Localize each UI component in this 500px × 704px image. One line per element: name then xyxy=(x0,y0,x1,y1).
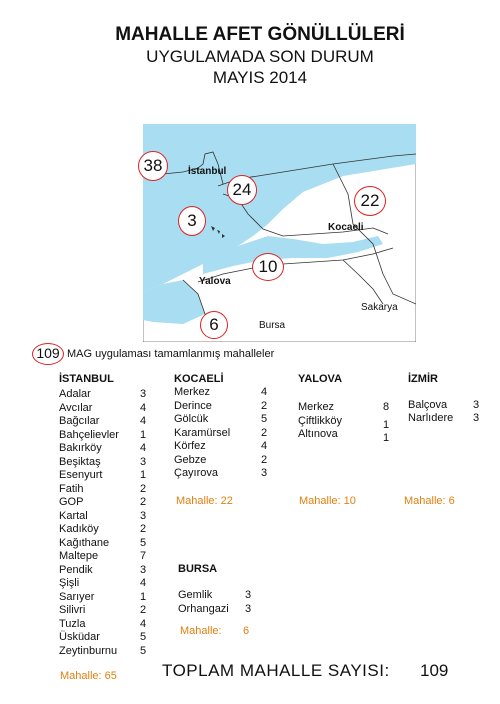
istanbul-district-name: Üsküdar xyxy=(59,631,100,643)
istanbul-district-count: 3 xyxy=(140,455,147,468)
istanbul-district-name: Bahçelievler xyxy=(59,428,119,441)
izmir-district-name: Balçova xyxy=(408,399,448,411)
istanbul-district-name: Bakırköy xyxy=(59,442,102,454)
yalova-district-name: Çiftlikköy xyxy=(298,414,343,427)
yalova-heading: YALOVA xyxy=(298,373,343,385)
istanbul-district-count: 3 xyxy=(140,509,147,522)
total-label: TOPLAM MAHALLE SAYISI: xyxy=(162,661,390,680)
istanbul-district-name: Maltepe xyxy=(59,550,99,562)
kocaeli-district-name: Derince xyxy=(174,399,212,412)
map-label-kocaeli: Kocaeli xyxy=(328,222,364,233)
istanbul-district-count: 5 xyxy=(140,644,147,657)
kocaeli-district-name: Merkez xyxy=(174,386,211,398)
istanbul-district-count: 2 xyxy=(140,482,147,495)
kocaeli-district-count: 2 xyxy=(261,426,268,439)
istanbul-district-name: GOP xyxy=(59,496,84,508)
istanbul-district-count: 3 xyxy=(140,388,147,400)
istanbul-district-name: Fatih xyxy=(59,482,84,495)
map-label-istanbul: İstanbul xyxy=(188,166,227,177)
istanbul-district-name: Zeytinburnu xyxy=(59,644,118,657)
map-label-bursa: Bursa xyxy=(259,320,286,331)
istanbul-district-count: 2 xyxy=(140,496,147,508)
bursa-subtotal-value: 6 xyxy=(243,625,250,637)
yalova-district-count: 1 xyxy=(383,432,390,444)
istanbul-district-count: 4 xyxy=(140,415,147,427)
map-label-sakarya: Sakarya xyxy=(361,302,398,313)
istanbul-district-name: Sarıyer xyxy=(59,590,95,603)
yalova-district-count: 8 xyxy=(383,401,390,413)
report-date: MAYIS 2014 xyxy=(212,68,308,87)
badge-count-yalova: 10 xyxy=(252,253,284,281)
istanbul-heading: İSTANBUL xyxy=(59,373,114,385)
total-value: 109 xyxy=(420,661,449,680)
kocaeli-district-name: Çayırova xyxy=(174,467,219,479)
istanbul-district-count: 7 xyxy=(140,550,147,562)
istanbul-district-name: Kağıthane xyxy=(59,536,110,549)
istanbul-district-count: 3 xyxy=(140,563,147,576)
yalova-district-count: 1 xyxy=(383,418,390,431)
istanbul-district-name: Şişli xyxy=(59,577,80,589)
izmir-district-name: Narlıdere xyxy=(408,411,454,424)
istanbul-district-count: 4 xyxy=(140,401,147,414)
kocaeli-district-name: Körfez xyxy=(174,440,206,452)
istanbul-district-count: 1 xyxy=(140,428,147,441)
istanbul-district-name: Kartal xyxy=(59,509,88,522)
kocaeli-district-count: 2 xyxy=(261,399,268,412)
page-subtitle: UYGULAMADA SON DURUM xyxy=(146,47,374,66)
istanbul-district-count: 2 xyxy=(140,523,147,535)
kocaeli-district-name: Gebze xyxy=(174,453,207,466)
istanbul-district-name: Pendik xyxy=(59,563,93,576)
kocaeli-district-count: 4 xyxy=(261,386,268,398)
kocaeli-district-count: 3 xyxy=(261,467,268,479)
badge-count-kocaeli: 22 xyxy=(354,186,386,216)
istanbul-district-count: 2 xyxy=(140,604,147,616)
legend-badge: 109 xyxy=(32,343,64,365)
kocaeli-district-count: 5 xyxy=(261,413,268,425)
istanbul-district-name: Tuzla xyxy=(59,617,86,630)
istanbul-subtotal: Mahalle: 65 xyxy=(60,670,117,682)
izmir-district-count: 3 xyxy=(473,411,480,424)
istanbul-district-name: Bağcılar xyxy=(59,415,100,427)
istanbul-district-name: Beşiktaş xyxy=(59,455,101,468)
badge-count-istanbul-west: 38 xyxy=(138,151,168,181)
kocaeli-district-name: Gölcük xyxy=(174,413,209,425)
bursa-district-name: Orhangazi xyxy=(178,603,229,615)
istanbul-district-count: 4 xyxy=(140,617,147,630)
istanbul-district-name: Kadıköy xyxy=(59,523,99,535)
yalova-subtotal: Mahalle: 10 xyxy=(299,495,356,507)
izmir-heading: İZMİR xyxy=(408,373,438,385)
istanbul-district-count: 1 xyxy=(140,469,147,481)
izmir-district-count: 3 xyxy=(473,399,480,411)
kocaeli-heading: KOCAELİ xyxy=(174,373,224,385)
kocaeli-subtotal: Mahalle: 22 xyxy=(176,495,233,507)
istanbul-district-name: Avcılar xyxy=(59,401,93,414)
istanbul-district-name: Adalar xyxy=(59,388,91,400)
bursa-district-count: 3 xyxy=(245,603,252,615)
istanbul-district-count: 4 xyxy=(140,577,147,589)
bursa-district-name: Gemlik xyxy=(178,589,213,601)
bursa-subtotal-label: Mahalle: xyxy=(180,625,222,637)
yalova-district-name: Altınova xyxy=(298,428,338,440)
kocaeli-district-count: 4 xyxy=(261,440,268,452)
bursa-heading: BURSA xyxy=(178,563,218,575)
badge-count-bursa: 6 xyxy=(200,311,228,339)
istanbul-district-name: Silivri xyxy=(59,604,86,616)
legend-text: MAG uygulaması tamamlanmış mahalleler xyxy=(67,348,275,360)
yalova-district-name: Merkez xyxy=(298,401,335,413)
badge-count-istanbul-east: 24 xyxy=(227,175,257,205)
bursa-district-count: 3 xyxy=(245,589,252,601)
izmir-subtotal: Mahalle: 6 xyxy=(404,495,455,507)
istanbul-district-count: 5 xyxy=(140,631,147,643)
badge-count-adalar: 3 xyxy=(178,206,206,236)
kocaeli-district-count: 2 xyxy=(261,453,268,466)
istanbul-district-count: 1 xyxy=(140,590,147,603)
istanbul-district-count: 4 xyxy=(140,442,147,454)
istanbul-district-name: Esenyurt xyxy=(59,469,103,481)
map-label-yalova: Yalova xyxy=(199,276,231,287)
istanbul-district-count: 5 xyxy=(140,536,147,549)
kocaeli-district-name: Karamürsel xyxy=(174,426,231,439)
page-title: MAHALLE AFET GÖNÜLLÜLERİ xyxy=(115,24,405,45)
